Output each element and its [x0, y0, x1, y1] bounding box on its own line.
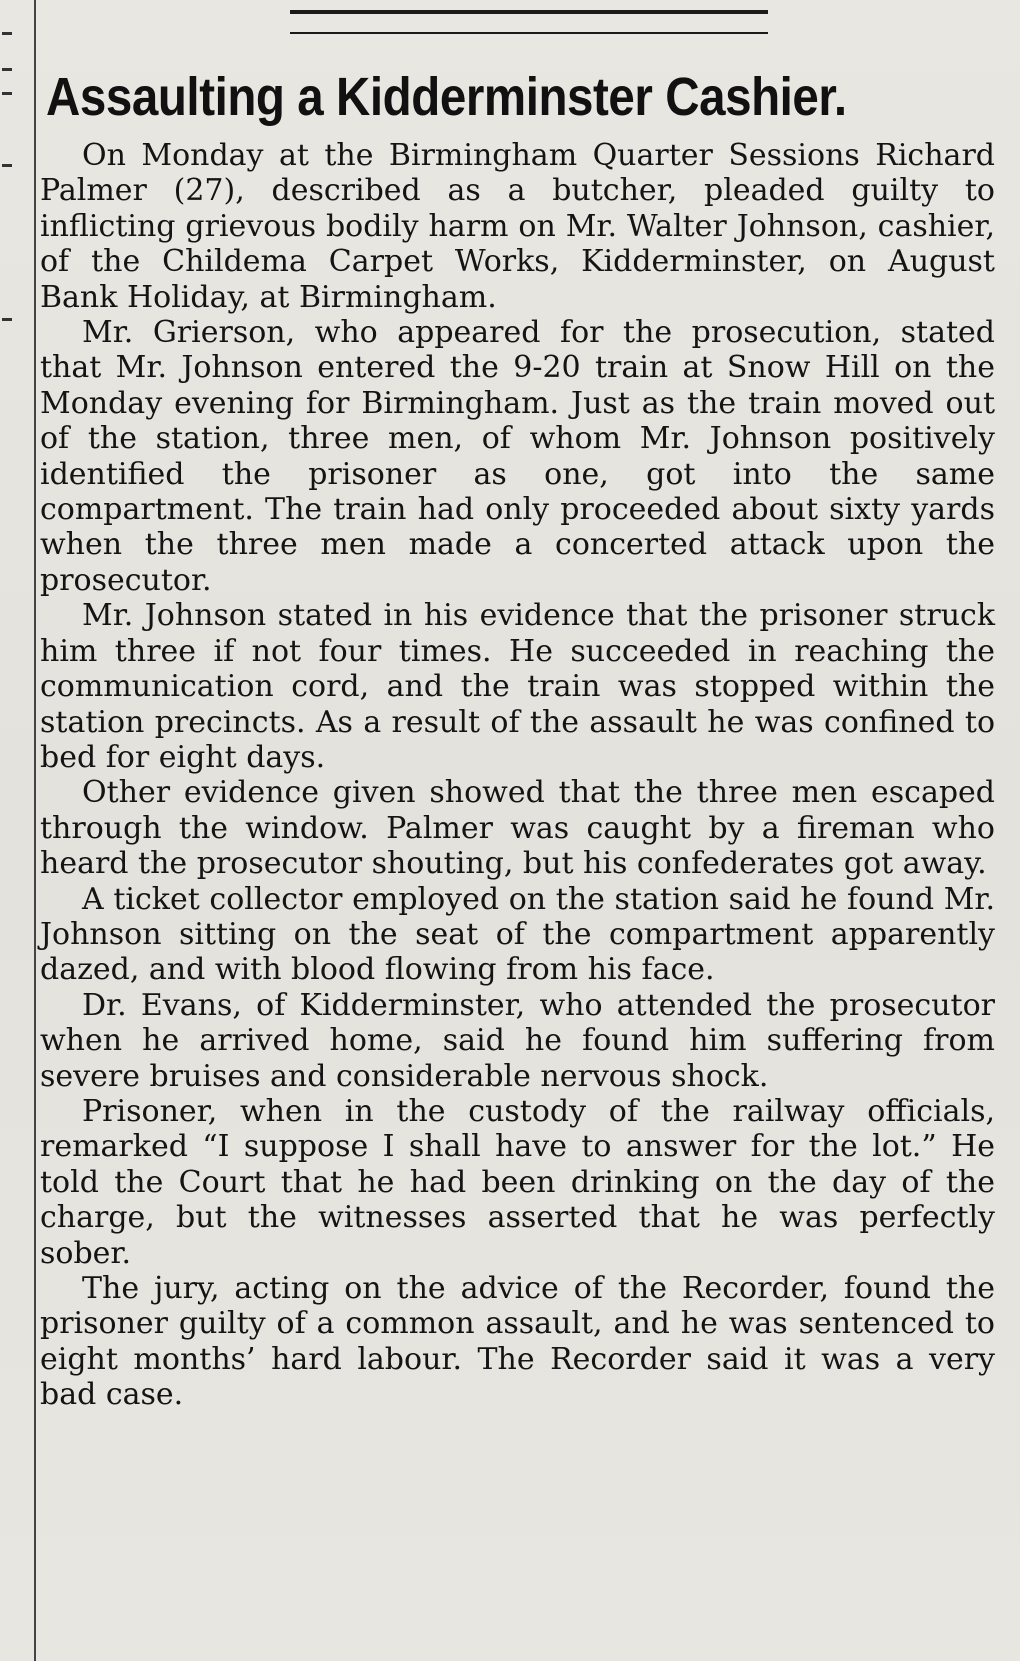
article-paragraph: Prisoner, when in the custody of the railway officials, remarked “I suppose I shall have to answer for the lot.” He told the Court that he had been drinking on the day of the charge, but the witnesses asserted that he was perfectly sober.	[40, 1093, 995, 1271]
section-rule-thin	[290, 32, 768, 34]
article-paragraph: Dr. Evans, of Kidderminster, who attended the prosecutor when he arrived home, said he found him suffering from severe bruises and considerable nervous shock.	[40, 987, 995, 1094]
section-rule-thick	[290, 10, 768, 14]
article-paragraph: Mr. Johnson stated in his evidence that the prisoner struck him three if not four times. He succeeded in reaching the communication cord, and the train was stopped within the station precincts. As a result of the assault he was confined to bed for eight days.	[40, 598, 995, 775]
article-paragraph: Mr. Grierson, who appeared for the prosecution, stated that Mr. Johnson entered the 9-20 train at Snow Hill on the Monday evening for Birmingham. Just as the train moved out of the station, three men, of whom Mr. Johnson positively identified the prisoner as one, got into the same compartment. The train had only proceeded about sixty yards when the three men made a concerted attack upon the prosecutor.	[40, 315, 995, 598]
article-paragraph: The jury, acting on the advice of the Recorder, found the prisoner guilty of a common assault, and he was sentenced to eight months’ hard labour. The Recorder said it was a very bad case.	[40, 1271, 995, 1413]
article-body	[40, 138, 995, 1413]
article-paragraph: Other evidence given showed that the three men escaped through the window. Palmer was caught by a fireman who heard the prosecutor shouting, but his confederates got away.	[40, 775, 995, 882]
gutter-mark	[2, 92, 12, 95]
column-divider	[0, 0, 36, 1661]
article-paragraph: A ticket collector employed on the station said he found Mr. Johnson sitting on the seat of the compartment apparently dazed, and with blood flowing from his face.	[40, 881, 995, 988]
article-paragraph: On Monday at the Birmingham Quarter Sessions Richard Palmer (27), described as a butcher, pleaded guilty to inflicting grievous bodily harm on Mr. Walter Johnson, cashier, of the Childema Carpet Works, Kidderminster, on August Bank Holiday, at Birmingham.	[40, 138, 995, 315]
gutter-mark	[2, 32, 12, 35]
gutter-mark	[2, 318, 12, 321]
article-headline: Assaulting a Kidderminster Cashier.	[46, 67, 847, 127]
gutter-mark	[2, 68, 12, 71]
gutter-mark	[2, 164, 12, 167]
